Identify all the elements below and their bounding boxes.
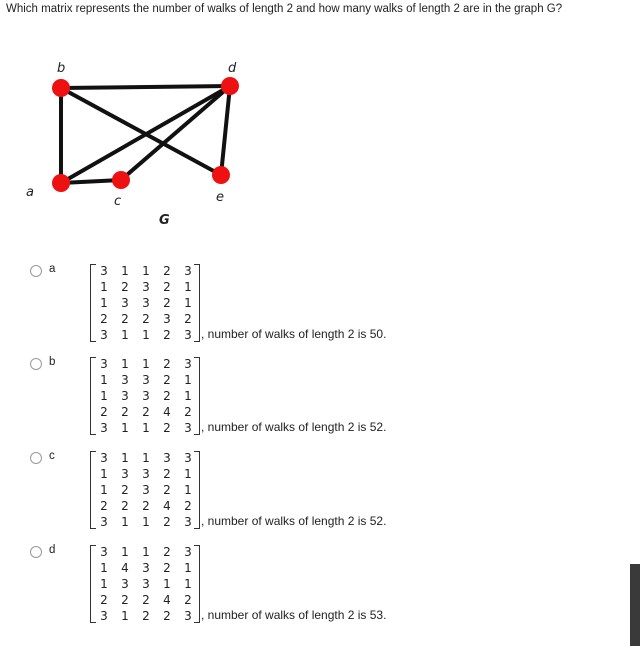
matrix-cell: 1 [100, 389, 108, 403]
matrix-cell: 3 [163, 312, 171, 326]
edge-a-c [61, 180, 121, 183]
matrix-cell: 4 [121, 561, 129, 575]
matrix-cell: 1 [184, 280, 192, 294]
matrix-cell: 3 [100, 545, 108, 559]
matrix-cell: 1 [121, 451, 129, 465]
vertex-e [212, 166, 230, 184]
matrix-cell: 3 [121, 296, 129, 310]
graph-diagram [0, 0, 640, 240]
vertex-label-e: e [216, 190, 224, 205]
matrix-cell: 2 [100, 312, 108, 326]
matrix-cell: 2 [100, 499, 108, 513]
matrix-cell: 1 [142, 421, 150, 435]
matrix-cell: 2 [163, 483, 171, 497]
matrix-cell: 1 [121, 515, 129, 529]
matrix-cell: 3 [142, 296, 150, 310]
matrix-cell: 3 [184, 451, 192, 465]
matrix-cell: 2 [163, 561, 171, 575]
vertex-c [112, 171, 130, 189]
option-d[interactable] [0, 543, 640, 631]
matrix-cell: 4 [163, 499, 171, 513]
matrix-cell: 2 [142, 499, 150, 513]
matrix-cell: 1 [142, 515, 150, 529]
matrix-cell: 1 [142, 264, 150, 278]
option-a-radio[interactable] [30, 265, 42, 277]
vertex-label-a: a [26, 185, 34, 200]
vertex-label-c: c [114, 194, 122, 209]
matrix-cell: 3 [163, 451, 171, 465]
matrix-cell: 2 [121, 499, 129, 513]
matrix-cell: 2 [184, 499, 192, 513]
walk-count-text: , number of walks of length 2 is 50. [201, 327, 387, 341]
matrix-cell: 2 [163, 545, 171, 559]
walk-count-text: , number of walks of length 2 is 52. [201, 514, 387, 528]
matrix-cell: 4 [163, 405, 171, 419]
vertex-label-b: b [57, 61, 66, 76]
walk-count-text: , number of walks of length 2 is 52. [201, 420, 387, 434]
matrix-cell: 2 [184, 405, 192, 419]
matrix-cell: 1 [121, 545, 129, 559]
matrix-cell: 2 [184, 593, 192, 607]
matrix-cell: 3 [142, 280, 150, 294]
matrix-cell: 1 [121, 609, 129, 623]
matrix-cell: 2 [163, 373, 171, 387]
matrix-cell: 1 [142, 451, 150, 465]
matrix-cell: 2 [121, 483, 129, 497]
matrix-cell: 3 [184, 357, 192, 371]
matrix-cell: 3 [184, 328, 192, 342]
matrix-cell: 1 [142, 545, 150, 559]
option-letter: c [49, 450, 55, 462]
edge-c-d [121, 86, 230, 180]
matrix-cell: 1 [142, 328, 150, 342]
vertex-a [52, 174, 70, 192]
matrix-cell: 3 [142, 483, 150, 497]
matrix-cell: 1 [163, 577, 171, 591]
matrix-cell: 2 [163, 609, 171, 623]
matrix-cell: 1 [100, 577, 108, 591]
vertex-label-d: d [228, 61, 237, 76]
option-b[interactable] [0, 355, 640, 443]
matrix-cell: 2 [184, 312, 192, 326]
matrix-cell: 1 [121, 264, 129, 278]
matrix-cell: 2 [121, 280, 129, 294]
matrix-cell: 1 [184, 296, 192, 310]
edge-b-d [61, 86, 230, 88]
matrix-cell: 1 [184, 467, 192, 481]
matrix-cell: 1 [100, 296, 108, 310]
matrix-cell: 2 [142, 593, 150, 607]
matrix-cell: 3 [142, 373, 150, 387]
matrix-cell: 2 [163, 296, 171, 310]
matrix-cell: 1 [100, 373, 108, 387]
matrix-cell: 3 [100, 357, 108, 371]
matrix-cell: 2 [142, 405, 150, 419]
matrix-cell: 3 [121, 577, 129, 591]
matrix-cell: 3 [142, 561, 150, 575]
option-b-radio[interactable] [30, 358, 42, 370]
vertex-d [221, 77, 239, 95]
option-b-matrix [88, 355, 202, 439]
matrix-cell: 1 [100, 561, 108, 575]
matrix-cell: 3 [184, 421, 192, 435]
matrix-cell: 2 [163, 467, 171, 481]
matrix-cell: 2 [142, 312, 150, 326]
matrix-cell: 1 [184, 577, 192, 591]
matrix-cell: 3 [184, 515, 192, 529]
matrix-cell: 2 [163, 280, 171, 294]
matrix-cell: 3 [121, 389, 129, 403]
matrix-cell: 2 [163, 264, 171, 278]
option-letter: a [49, 263, 56, 275]
matrix-cell: 3 [100, 609, 108, 623]
matrix-cell: 1 [100, 483, 108, 497]
vertex-b [52, 79, 70, 97]
option-a-matrix [88, 262, 202, 346]
matrix-cell: 3 [100, 421, 108, 435]
matrix-cell: 3 [121, 467, 129, 481]
matrix-cell: 1 [121, 421, 129, 435]
matrix-cell: 2 [100, 405, 108, 419]
option-letter: d [49, 544, 56, 556]
matrix-cell: 2 [163, 389, 171, 403]
option-letter: b [49, 356, 56, 368]
edge-d-e [221, 86, 230, 175]
option-c-matrix [88, 449, 202, 533]
matrix-cell: 2 [163, 328, 171, 342]
graph-edges [61, 86, 230, 183]
matrix-cell: 1 [184, 561, 192, 575]
matrix-cell: 3 [100, 264, 108, 278]
scrollbar-thumb[interactable] [630, 564, 640, 646]
matrix-cell: 3 [184, 264, 192, 278]
matrix-cell: 2 [142, 609, 150, 623]
matrix-cell: 1 [142, 357, 150, 371]
matrix-cell: 1 [121, 328, 129, 342]
matrix-cell: 4 [163, 593, 171, 607]
matrix-cell: 2 [121, 312, 129, 326]
matrix-cell: 3 [121, 373, 129, 387]
matrix-cell: 3 [184, 545, 192, 559]
matrix-cell: 2 [163, 421, 171, 435]
matrix-cell: 3 [100, 515, 108, 529]
matrix-cell: 1 [100, 280, 108, 294]
option-c[interactable] [0, 449, 640, 537]
matrix-cell: 1 [184, 483, 192, 497]
matrix-cell: 2 [121, 593, 129, 607]
matrix-cell: 2 [163, 357, 171, 371]
matrix-cell: 3 [142, 467, 150, 481]
graph-name: G [159, 213, 170, 228]
question-text: Which matrix represents the number of walks of length 2 and how many walks of length 2 are in the graph G? [6, 3, 563, 15]
matrix-cell: 2 [121, 405, 129, 419]
matrix-cell: 3 [142, 389, 150, 403]
option-c-radio[interactable] [30, 452, 42, 464]
matrix-cell: 2 [163, 515, 171, 529]
matrix-cell: 3 [142, 577, 150, 591]
matrix-cell: 3 [100, 451, 108, 465]
matrix-cell: 1 [121, 357, 129, 371]
matrix-cell: 1 [100, 467, 108, 481]
matrix-cell: 3 [100, 328, 108, 342]
option-d-radio[interactable] [30, 546, 42, 558]
matrix-cell: 3 [184, 609, 192, 623]
option-d-matrix [88, 543, 202, 627]
matrix-cell: 1 [184, 373, 192, 387]
matrix-cell: 2 [100, 593, 108, 607]
option-a[interactable] [0, 262, 640, 350]
walk-count-text: , number of walks of length 2 is 53. [201, 608, 387, 622]
matrix-cell: 1 [184, 389, 192, 403]
